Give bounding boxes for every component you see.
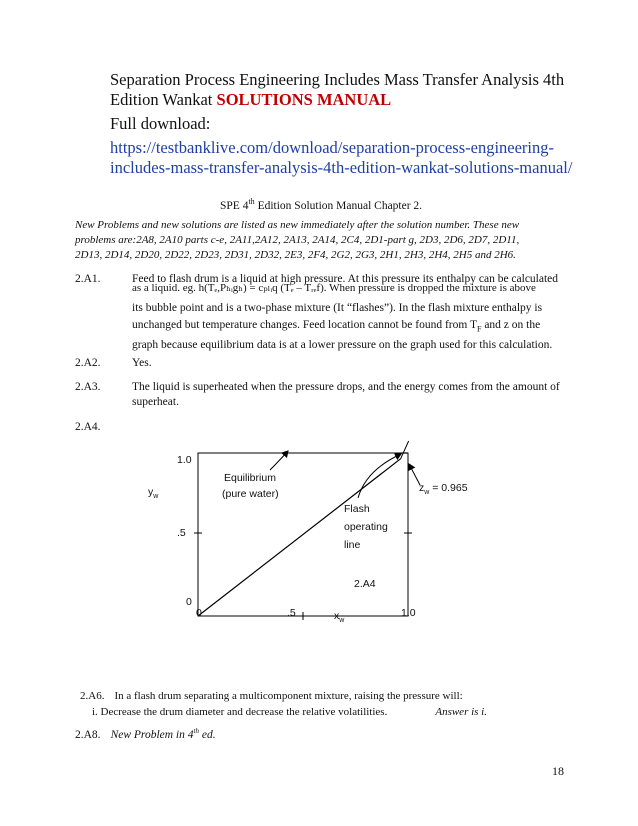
answer-2A4-number: 2.A4.: [75, 421, 101, 433]
answer-number: 2.A2.: [75, 357, 101, 369]
title-line-1: Separation Process Engineering Includes Mass Transfer Analysis 4th: [110, 70, 565, 89]
answer-body: Yes.: [132, 357, 152, 369]
subtitle-prefix: SPE 4: [220, 199, 249, 212]
zw-label-sub: w: [424, 489, 430, 497]
flash-label-line-3: line: [344, 539, 361, 551]
intro-paragraph: [75, 218, 575, 263]
zw-label: [419, 482, 468, 496]
answer-2A2: [75, 356, 567, 372]
flash-label-line-1: Flash: [344, 503, 370, 515]
answer-2A6: [80, 688, 560, 720]
feed-line: [401, 441, 409, 459]
answer-line-2b: When pressure is dropped the mixture is above: [326, 282, 536, 294]
solutions-manual-label: SOLUTIONS MANUAL: [216, 90, 392, 109]
zw-label-value: = 0.965: [429, 482, 468, 494]
xlabel: [334, 610, 344, 624]
figure-label: 2.A4: [354, 578, 376, 590]
title-line-2: [110, 90, 580, 110]
answer-number: 2.A6.: [80, 690, 105, 702]
answer-line-4-sub: F: [477, 324, 482, 334]
download-link-line-2[interactable]: includes-mass-transfer-analysis-4th-edition-wankat-solutions-manual/: [110, 158, 573, 177]
answer-line-4b: and z on the: [481, 319, 541, 331]
equilibrium-label-line-1: Equilibrium: [224, 472, 276, 484]
answer-body: [111, 729, 216, 741]
answer-number: 2.A8.: [75, 728, 101, 741]
answer-line-4: [132, 318, 567, 336]
document-header: [110, 70, 580, 178]
answer-line-2: superheat.: [132, 396, 179, 408]
equilibrium-label: [222, 470, 279, 502]
answer-line-3: its bubble point and is a two-phase mixture (It “flashes”). In the flash mixture enthalpy is: [132, 302, 543, 314]
ylabel-sub: w: [153, 493, 159, 501]
xtick-left-label: 0: [196, 607, 202, 619]
ylabel-text: y: [148, 486, 154, 498]
answer-line-1: The liquid is superheated when the pressure drops, and the energy comes from the amount of: [132, 381, 560, 393]
equilibrium-label-line-2: (pure water): [222, 488, 279, 500]
download-link-line-1[interactable]: https://testbanklive.com/download/separation-process-engineering-: [110, 138, 555, 157]
answer-result: Answer is i.: [435, 706, 487, 718]
flash-arrow: [358, 454, 401, 498]
ytick-top-label: 1.0: [177, 454, 192, 466]
xlabel-text: x: [334, 610, 340, 622]
answer-number: 2.A3.: [75, 381, 101, 393]
answer-line-5: graph because equilibrium data is at a lower pressure on the graph used for this calculation.: [132, 339, 553, 352]
equilibrium-arrow: [270, 451, 288, 470]
title-line-2-text: Edition Wankat: [110, 90, 217, 109]
xtick-mid-label: .5: [287, 607, 296, 619]
answer-body-suffix: ed.: [198, 728, 216, 741]
subtitle-suffix: Edition Solution Manual Chapter 2.: [254, 199, 423, 212]
answer-question: In a flash drum separating a multicomponent mixture, raising the pressure will:: [114, 690, 463, 702]
intro-line-1: New Problems and new solutions are listed as new immediately after the solution number. These new: [75, 219, 520, 231]
answer-body: [132, 272, 567, 353]
intro-line-3: 2D13, 2D14, 2D20, 2D22, 2D23, 2D31, 2D32, 2E3, 2F4, 2G2, 2G3, 2H1, 2H3, 2H4, 2H5 and 2H6.: [75, 249, 516, 261]
answer-line-2a: as a liquid. eg. h: [132, 282, 205, 294]
answer-body: [132, 380, 567, 410]
page-number: 18: [552, 764, 564, 778]
answer-2A3: [75, 380, 567, 412]
subtitle-sup: th: [248, 197, 255, 206]
xtick-right-label: 1.0: [401, 607, 416, 619]
flash-label: [344, 500, 388, 554]
answer-body-sup: th: [193, 727, 199, 735]
ytick-bottom-label: 0: [186, 596, 192, 608]
flash-diagram: [110, 440, 510, 640]
download-label: Full download:: [110, 114, 211, 133]
chapter-subtitle: [220, 194, 422, 214]
answer-line-2: [132, 281, 567, 296]
answer-line-4a: unchanged but temperature changes. Feed location cannot be found from T: [132, 319, 477, 331]
answer-number: 2.A1.: [75, 273, 101, 285]
zw-label-text: z: [419, 482, 425, 494]
answer-2A1: [75, 272, 567, 352]
answer-2A8: [75, 724, 216, 743]
answer-line-1: [80, 688, 560, 704]
flash-label-line-2: operating: [344, 521, 388, 533]
answer-line-1: Feed to flash drum is a liquid at high pressure. At this pressure its enthalpy can be calculated: [132, 273, 559, 285]
intro-line-2: problems are:2A8, 2A10 parts c-e, 2A11,2A12, 2A13, 2A14, 2C4, 2D1-part g, 2D3, 2D6, 2D7, 2D11,: [75, 234, 520, 246]
ytick-mid-label: .5: [177, 527, 186, 539]
answer-option: i. Decrease the drum diameter and decrease the relative volatilities.: [92, 706, 388, 718]
answer-line-2: [80, 704, 560, 720]
xlabel-sub: w: [339, 617, 345, 625]
figure-2A4: [110, 440, 510, 640]
enthalpy-formula: (Tₑ,Pₕᵢgₕ) = cₚₗᵢq (Tₑ – Tᵣₑf).: [204, 282, 327, 294]
answer-body-prefix: New Problem in 4: [110, 728, 194, 741]
ylabel: [148, 486, 158, 500]
